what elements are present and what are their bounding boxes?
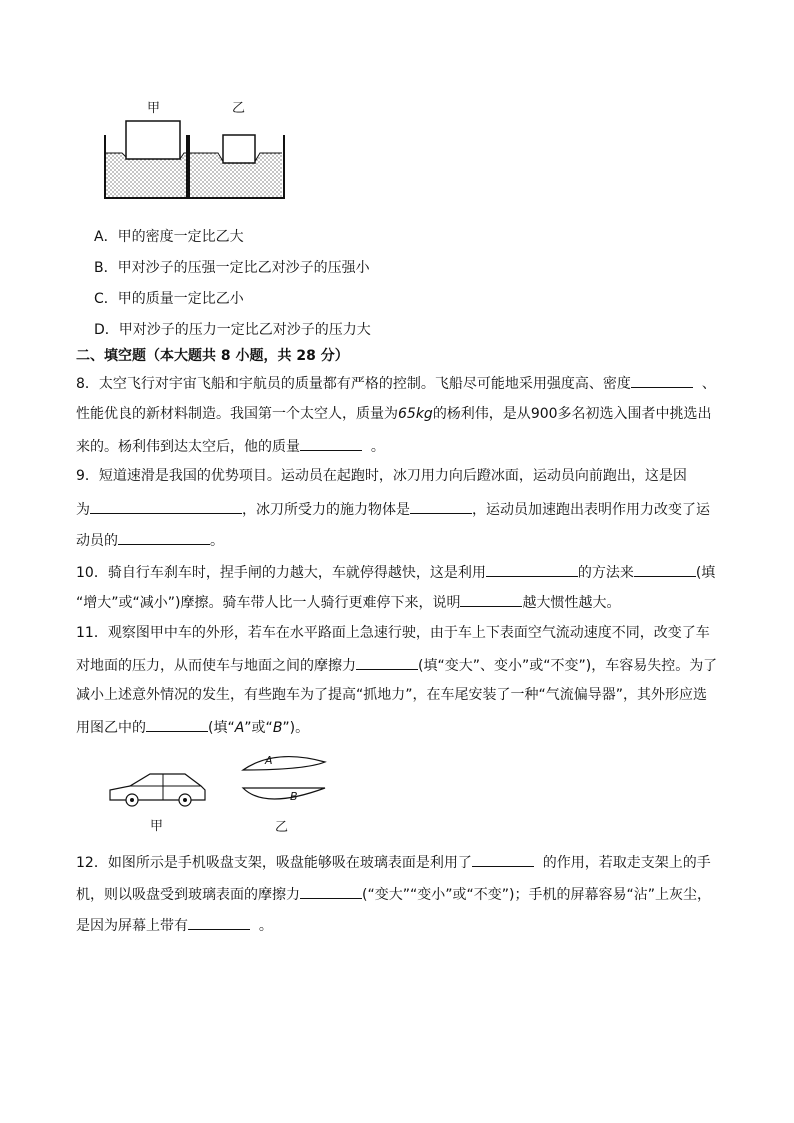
q11-blank-1[interactable] [356, 654, 418, 670]
spoiler-b-shape [243, 788, 325, 799]
q8-line2 [76, 404, 712, 424]
q9-line1: 9．短道速滑是我国的优势项目。运动员在起跑时，冰刀用力向后蹬冰面，运动员向前跑出，这是因 [76, 468, 687, 484]
q8-number: 900 [530, 406, 558, 422]
q9-text-1: 为 [76, 502, 90, 518]
block-jia [126, 121, 180, 159]
q10-text-2: 的方法来 [577, 565, 634, 581]
q8-text-1: 8．太空飞行对宇宙飞船和宇航员的质量都有严格的控制。飞船尽可能地采用强度高、密度 [76, 376, 631, 392]
q10-blank-2[interactable] [634, 561, 696, 577]
q11-line2 [76, 654, 717, 676]
figure1-label-jia: 甲 [147, 101, 161, 116]
q11-text-1: 对地面的压力，从而使车与地面之间的摩擦力 [76, 658, 356, 674]
figure2-label-jia: 甲 [150, 819, 164, 834]
q11-option-b: B [272, 720, 283, 736]
car-body [110, 774, 205, 800]
q9-line3 [76, 529, 224, 551]
q11-blank-2[interactable] [146, 716, 208, 732]
q8-blank-1[interactable] [631, 372, 693, 388]
section-title: 二、填空题（本大题共 8 小题，共 28 分） [76, 348, 349, 364]
car-spoiler-diagram [105, 748, 335, 833]
q12-text-1: 12．如图所示是手机吸盘支架，吸盘能够吸在玻璃表面是利用了 [76, 855, 472, 871]
q11-text-2: (填“变大”、变小”或“不变”)，车容易失控。为了 [418, 658, 718, 674]
q12-text-2: 的作用，若取走支架上的手 [542, 855, 711, 871]
sand-container-diagram [100, 95, 290, 205]
q12-text-3: 机，则以吸盘受到玻璃表面的摩擦力 [76, 887, 300, 903]
spoiler-label-a: A [265, 754, 273, 767]
q12-blank-2[interactable] [300, 883, 362, 899]
q10-text-5: 越大惯性越大。 [522, 595, 621, 611]
q12-text-4: (“变大”“变小”或“不变”)；手机的屏幕容易“沾”上灰尘， [362, 887, 711, 903]
q11-text-6: ”)。 [282, 720, 310, 736]
q9-text-5: 。 [210, 533, 224, 549]
q12-blank-3[interactable] [188, 914, 250, 930]
q10-line2 [76, 591, 620, 613]
q12-line2 [76, 883, 711, 905]
q12-text-5: 是因为屏幕上带有 [76, 918, 188, 934]
q10-text-1: 10．骑自行车刹车时，捏手闸的力越大，车就停得越快，这是利用 [76, 565, 486, 581]
q9-text-4: 动员的 [76, 533, 118, 549]
spoiler-label-b: B [290, 790, 298, 803]
q8-text-2: 、 [701, 376, 716, 392]
q9-blank-3[interactable] [118, 529, 210, 545]
option-d: D．甲对沙子的压力一定比乙对沙子的压力大 [94, 322, 371, 338]
q11-line4 [76, 716, 309, 738]
q8-text-7: 。 [370, 439, 385, 455]
q11-line1: 11．观察图甲中车的外形，若车在水平路面上急速行驶，由于车上下表面空气流动速度不同，改变了车 [76, 625, 710, 641]
q10-blank-1[interactable] [486, 561, 578, 577]
figure1-label-yi: 乙 [232, 101, 246, 116]
q9-blank-1[interactable] [90, 498, 242, 514]
q8-line1 [76, 372, 716, 394]
q12-line3 [76, 914, 273, 936]
q11-line3: 减小上述意外情况的发生，有些跑车为了提高“抓地力”，在车尾安装了一种“气流偏导器”，其外形应选 [76, 687, 708, 703]
sand-container-figure [100, 95, 290, 205]
q9-blank-2[interactable] [410, 498, 472, 514]
q9-line2 [76, 498, 710, 520]
q10-blank-3[interactable] [460, 591, 522, 607]
spoiler-a-shape [243, 757, 325, 770]
q9-text-2: ，冰刀所受力的施力物体是 [242, 502, 410, 518]
figure2-label-yi: 乙 [275, 820, 289, 835]
option-a: A．甲的密度一定比乙大 [94, 229, 244, 245]
q12-blank-1[interactable] [472, 851, 534, 867]
q11-text-4: (填“ [208, 720, 235, 736]
q11-option-a: A [234, 720, 245, 736]
car-spoiler-figure [105, 748, 335, 833]
option-c: C．甲的质量一定比乙小 [94, 291, 244, 307]
q8-line3 [76, 435, 385, 457]
q9-text-3: ，运动员加速跑出表明作用力改变了运 [472, 502, 710, 518]
q8-text-5: 多名初选入围者中挑选出 [557, 406, 712, 422]
q10-text-4: “增大”或“减小”)摩擦。骑车带人比一人骑行更难停下来，说明 [76, 595, 461, 611]
q11-text-3: 用图乙中的 [76, 720, 146, 736]
block-yi [223, 135, 255, 163]
q12-text-6: 。 [258, 918, 273, 934]
q8-text-3: 性能优良的新材料制造。我国第一个太空人，质量为 [76, 406, 398, 422]
q8-mass: 65kg [398, 406, 433, 422]
q8-blank-2[interactable] [300, 435, 362, 451]
q12-line1 [76, 851, 711, 873]
option-b: B．甲对沙子的压强一定比乙对沙子的压强小 [94, 260, 370, 276]
q10-text-3: (填 [695, 565, 716, 581]
q10-line1 [76, 561, 715, 583]
q8-text-6: 来的。杨利伟到达太空后，他的质量 [76, 439, 300, 455]
q11-text-5: ”或“ [244, 720, 273, 736]
q8-text-4: 的杨利伟，是从 [432, 406, 531, 422]
